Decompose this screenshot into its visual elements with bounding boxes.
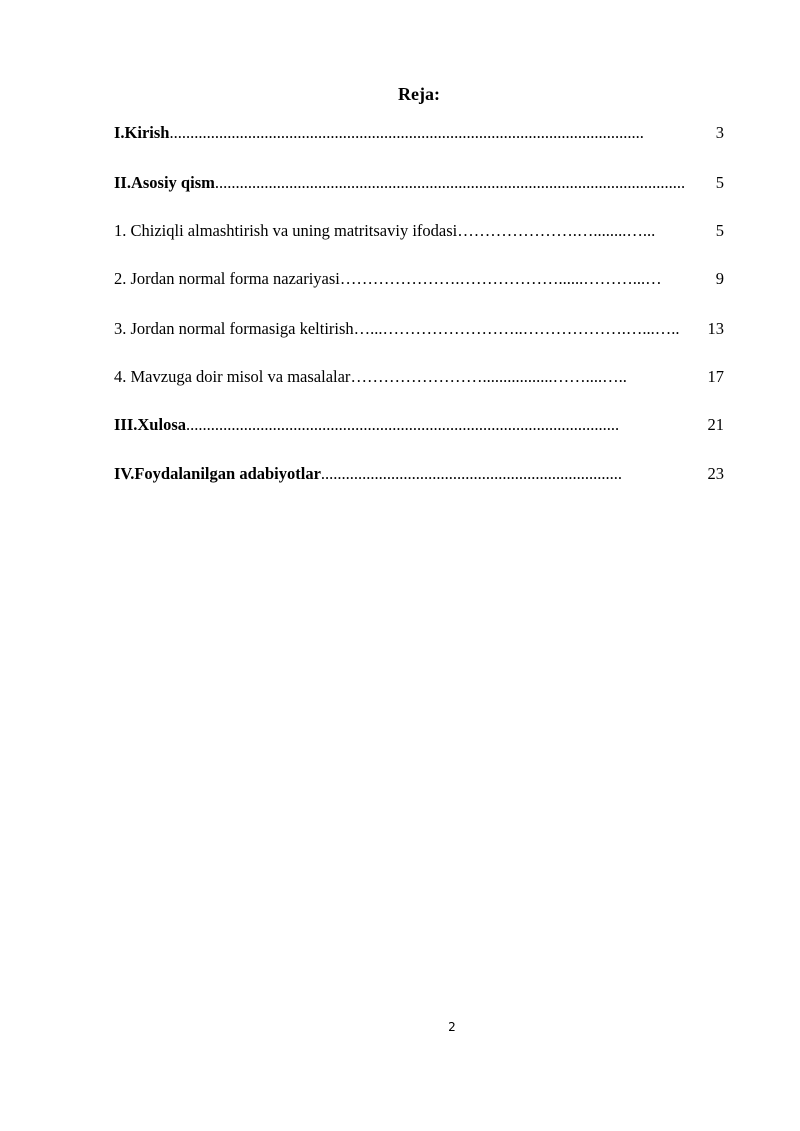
toc-dot-leader: …...……………………..……………….…...…..: [353, 319, 680, 338]
toc-entry-label: 2. Jordan normal forma nazariyasi: [114, 269, 340, 288]
toc-entry-jordan-keltirish: [114, 318, 724, 340]
toc-dot-leader: .........................................................................: [320, 464, 623, 483]
toc-dot-leader: .........................................................................................................: [186, 415, 620, 434]
toc-page-number: 21: [707, 415, 724, 434]
page-number: 2: [448, 1020, 456, 1034]
toc-entry-label: IV.Foydalanilgan adabiyotlar: [114, 464, 321, 483]
toc-entry-jordan-nazariyasi: [114, 268, 724, 290]
toc-page-number: 17: [707, 367, 724, 386]
toc-dot-leader: ………………….…........…...: [457, 221, 656, 240]
toc-dot-leader: …………………….................……....…..: [350, 367, 627, 386]
toc-entry-xulosa: [114, 414, 724, 436]
page-title: Reja:: [398, 84, 440, 104]
toc-entry-label: 3. Jordan normal formasiga keltirish: [114, 319, 354, 338]
toc-page-number: 3: [715, 123, 724, 142]
toc-entry-label: 1. Chiziqli almashtirish va uning matritsaviy ifodasi: [114, 221, 458, 240]
toc-entry-kirish: [114, 122, 724, 144]
toc-page-number: 5: [715, 221, 724, 240]
toc-dot-leader: ...................................................................................................................: [169, 123, 644, 142]
toc-entry-asosiy-qism: [114, 172, 724, 194]
toc-entry-misol-masalalar: [114, 366, 724, 388]
toc-entry-label: III.Xulosa: [114, 415, 186, 434]
toc-entry-adabiyotlar: [114, 463, 724, 485]
toc-page-number: 9: [715, 269, 724, 288]
toc-page-number: 5: [715, 173, 724, 192]
toc-entry-label: 4. Mavzuga doir misol va masalalar: [114, 367, 351, 386]
toc-entry-label: II.Asosiy qism: [114, 173, 215, 192]
toc-dot-leader: ..................................................................................................................: [214, 173, 686, 192]
toc-entry-chiziqli-almashtirish: [114, 220, 724, 242]
toc-page-number: 23: [707, 464, 724, 483]
toc-dot-leader: ………………….………………......………...…: [339, 269, 662, 288]
toc-entry-label: I.Kirish: [114, 123, 170, 142]
toc-page-number: 13: [707, 319, 724, 338]
